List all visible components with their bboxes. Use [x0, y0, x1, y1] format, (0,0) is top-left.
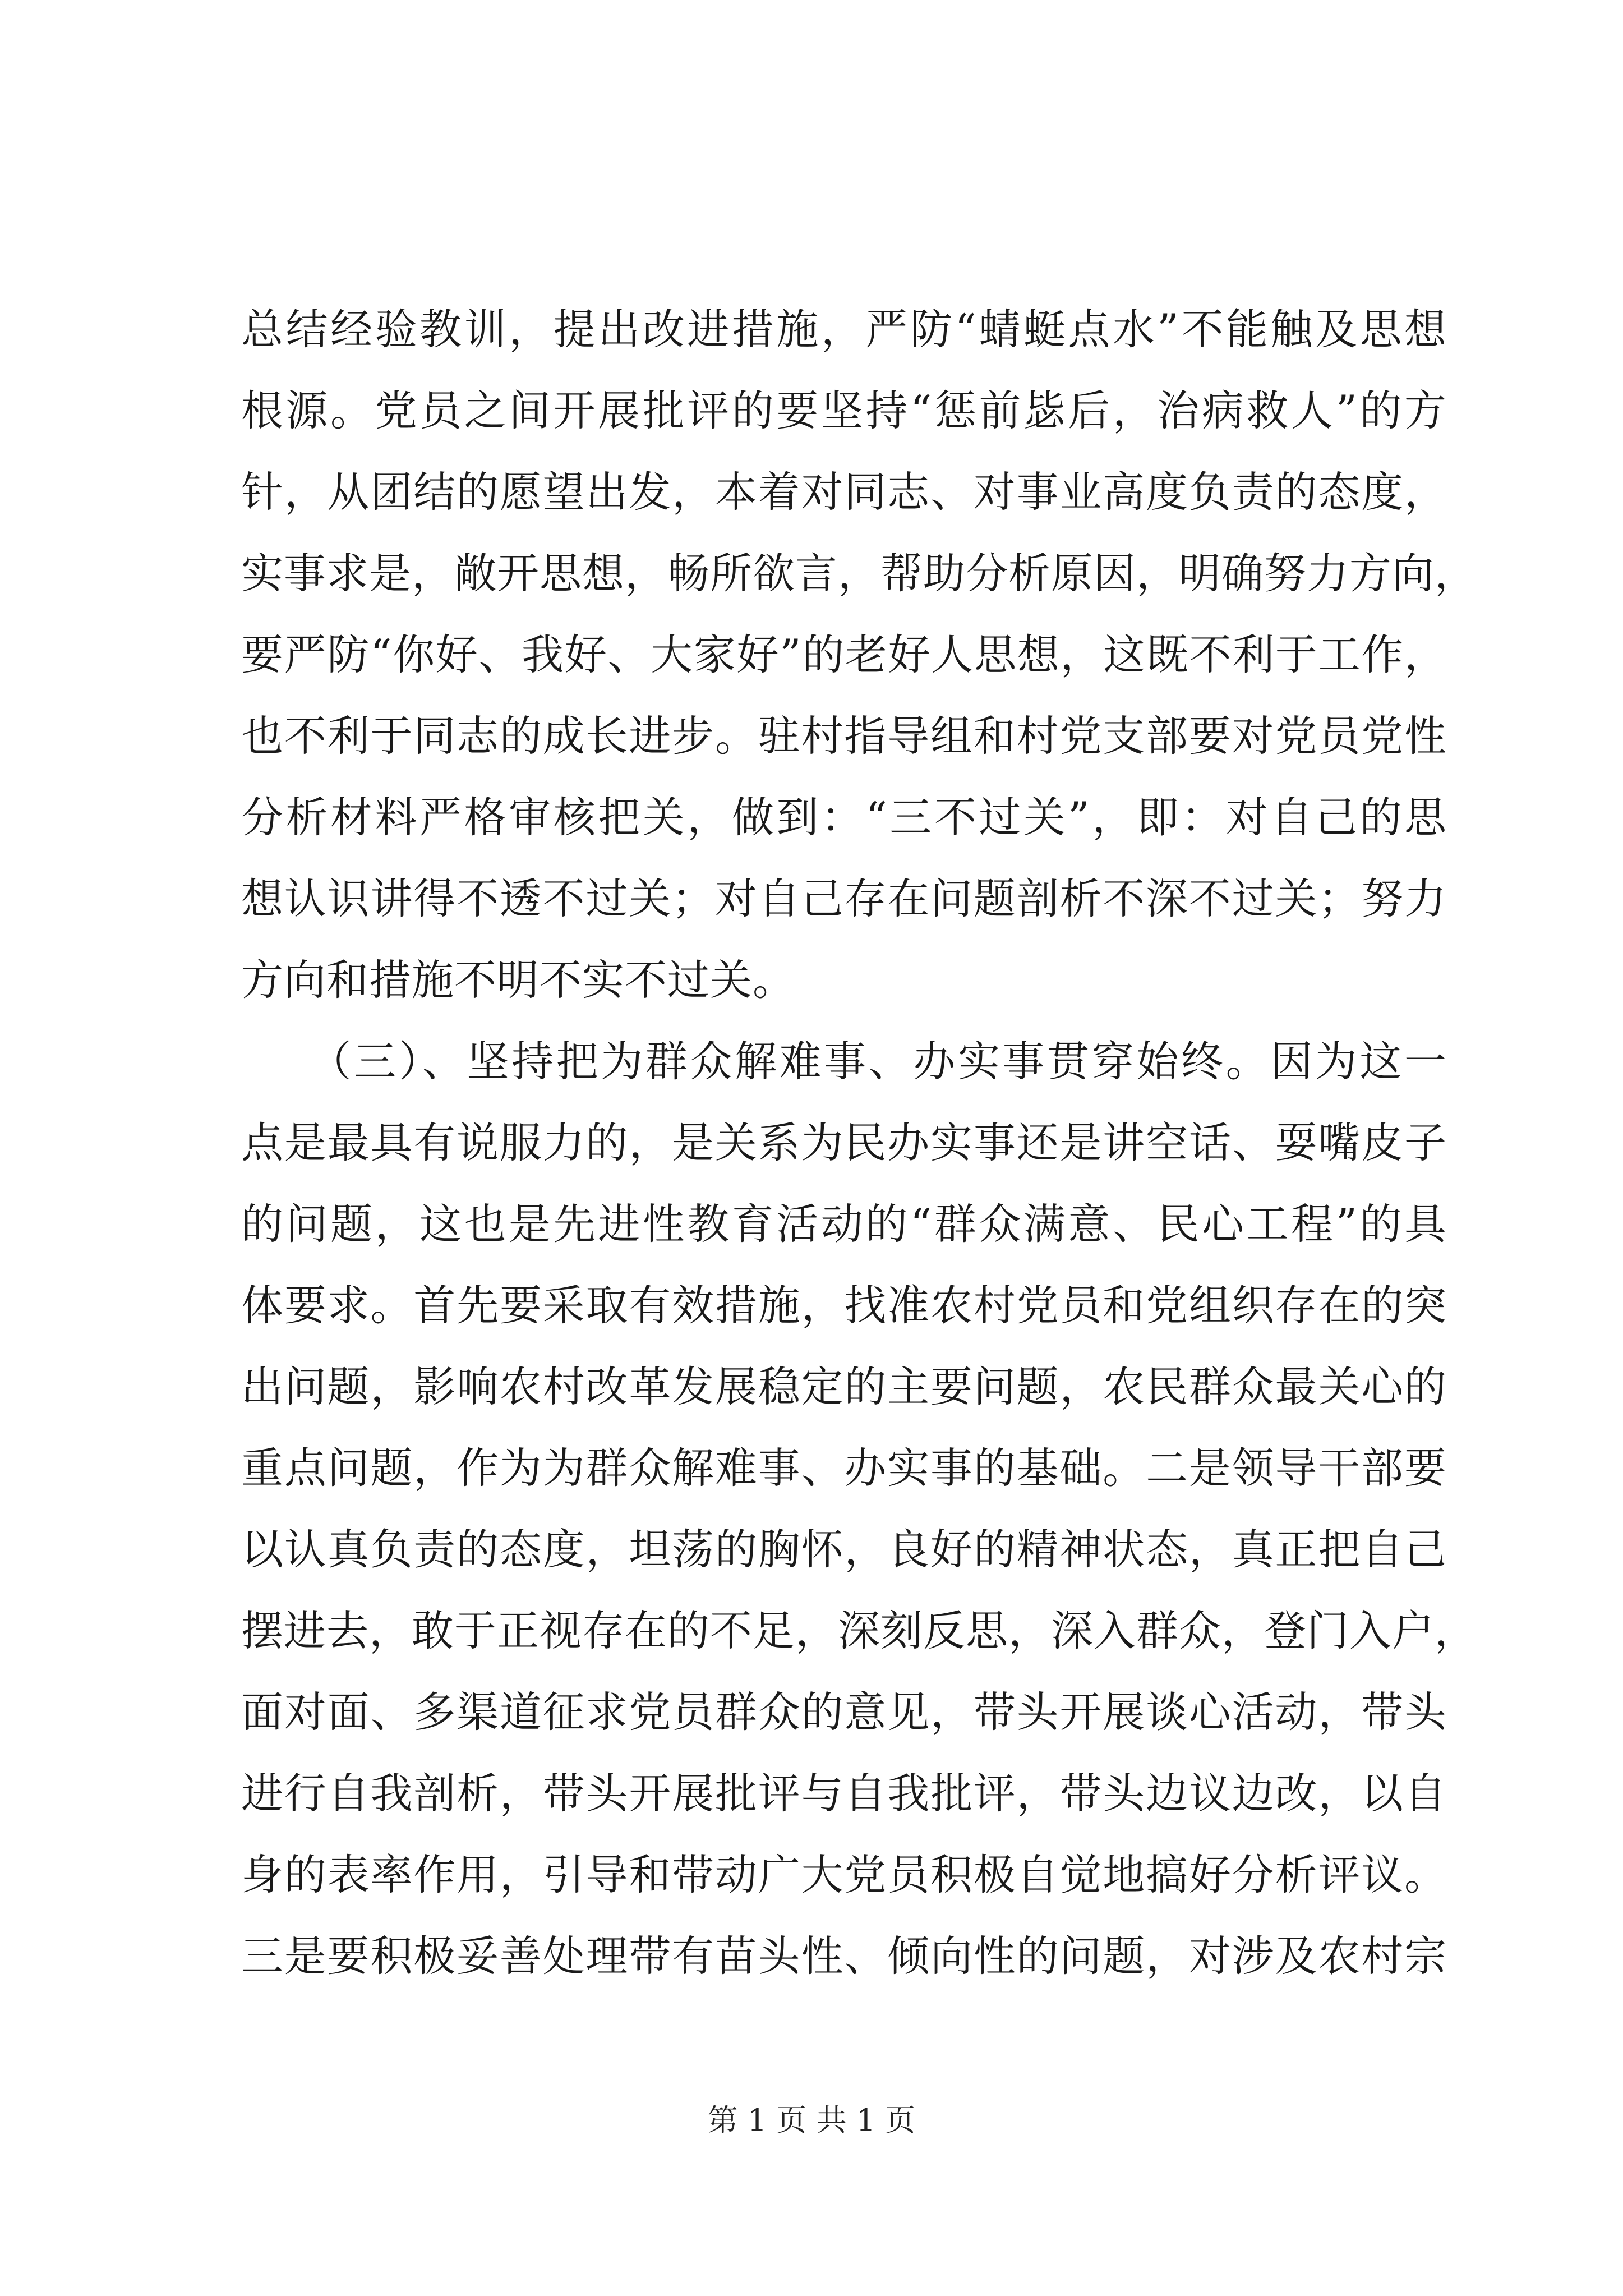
- text-line: 根源。党员之间开展批评的要坚持“惩前毖后，治病救人”的方: [241, 386, 1447, 435]
- text-line: 进行自我剖析，带头开展批评与自我批评，带头边议边改，以自: [241, 1769, 1447, 1818]
- text-line: 分析材料严格审核把关，做到：“三不过关”，即：对自己的思: [241, 793, 1447, 842]
- text-line: 出问题，影响农村改革发展稳定的主要问题，农民群众最关心的: [241, 1362, 1447, 1411]
- text-line: 也不利于同志的成长进步。驻村指导组和村党支部要对党员党性: [241, 711, 1447, 761]
- text-line: 重点问题，作为为群众解难事、办实事的基础。二是领导干部要: [241, 1443, 1447, 1493]
- text-line: 总结经验教训，提出改进措施，严防“蜻蜓点水”不能触及思想: [241, 305, 1447, 354]
- text-line: 以认真负责的态度，坦荡的胸怀，良好的精神状态，真正把自己: [241, 1525, 1447, 1574]
- text-line: 点是最具有说服力的，是关系为民办实事还是讲空话、耍嘴皮子: [241, 1118, 1447, 1167]
- text-line: 的问题，这也是先进性教育活动的“群众满意、民心工程”的具: [241, 1199, 1447, 1249]
- text-line: （三）、坚持把为群众解难事、办实事贯穿始终。因为这一: [241, 1037, 1447, 1086]
- text-line: 三是要积极妥善处理带有苗头性、倾向性的问题，对涉及农村宗: [241, 1931, 1447, 1981]
- text-line: 实事求是，敞开思想，畅所欲言，帮助分析原因，明确努力方向，: [241, 549, 1478, 598]
- text-line: 面对面、多渠道征求党员群众的意见，带头开展谈心活动，带头: [241, 1687, 1447, 1737]
- text-line: 想认识讲得不透不过关；对自己存在问题剖析不深不过关；努力: [241, 874, 1447, 923]
- page-footer: [0, 2101, 1623, 2140]
- text-line: 体要求。首先要采取有效措施，找准农村党员和党组织存在的突: [241, 1281, 1447, 1330]
- text-line: 要严防“你好、我好、大家好”的老好人思想，这既不利于工作，: [241, 630, 1447, 679]
- body-text: [241, 289, 1478, 1997]
- text-line: 摆进去，敢于正视存在的不足，深刻反思，深入群众，登门入户，: [241, 1606, 1478, 1655]
- text-line: 身的表率作用，引导和带动广大党员积极自觉地搞好分析评议。: [241, 1850, 1447, 1899]
- text-line: 方向和措施不明不实不过关。: [241, 955, 796, 1005]
- page-number: 第 1 页 共 1 页: [707, 2102, 916, 2138]
- text-line: 针，从团结的愿望出发，本着对同志、对事业高度负责的态度，: [241, 467, 1447, 517]
